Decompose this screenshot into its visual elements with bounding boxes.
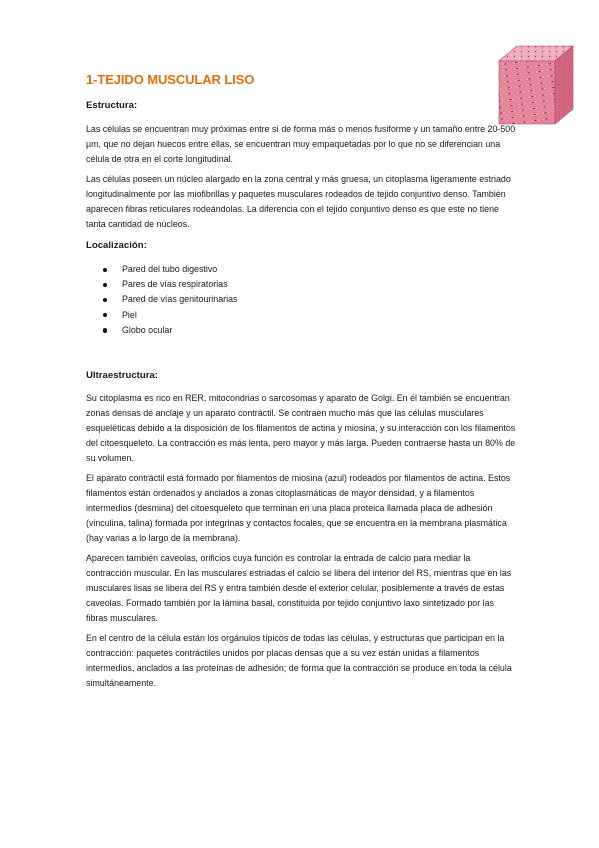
paragraph-ultraestructura-3: Aparecen también caveolas, orificios cuya función es controlar la entrada de calcio para mediar la contracción muscular. En las musculares estriadas el calcio se libera del interior del RS, mientras que en las musculares lisas se libera del RS y entra también desde el exterior celular, posiblemente a través de estas caveolas. Formado también por la lámina basal, constituida por tejido conjuntivo laxo sintetizado por las fibras musculares. bbox=[86, 553, 512, 623]
paragraph-ultraestructura-2: El aparato contráctil está formado por filamentos de miosina (azul) rodeados por filamentos de actina. Estos filamentos están ordenados y anclados a zonas citoplasmáticas de mayor densidad, y a filamentos intermedios (desmina) del citoesqueleto que terminan en una placa proteica llamada placa de adhesión (vinculina, talina) formada por integrinas y contactos focales, que se encuentra en la membrana plasmática (hay varias a lo largo de la membrana). bbox=[86, 473, 511, 543]
list-item: Globo ocular bbox=[86, 323, 237, 338]
heading-estructura: Estructura: bbox=[86, 100, 138, 111]
bullet-icon bbox=[103, 268, 107, 272]
paragraph-estructura-2: Las células poseen un núcleo alargado en la zona central y más gruesa, un citoplasma ligeramente estriado longitudinalmente por las miofibrillas y paquetes musculares rodeados de tejido conjuntivo denso. También aparecen fibras reticulares rodeándolas. La diferencia con el tejido conjuntivo denso es que este no tiene tanta cantidad de núcleos. bbox=[86, 174, 511, 229]
tissue-front-face bbox=[499, 61, 555, 124]
heading-localizacion: Localización: bbox=[86, 240, 147, 251]
heading-ultraestructura: Ultraestructura: bbox=[86, 370, 158, 381]
bullet-icon bbox=[103, 328, 107, 332]
bullet-icon bbox=[103, 283, 107, 287]
smooth-muscle-tissue-illustration bbox=[497, 44, 577, 126]
page-title: 1-TEJIDO MUSCULAR LISO bbox=[86, 72, 255, 87]
localizacion-list bbox=[86, 262, 237, 338]
bullet-icon bbox=[103, 298, 107, 302]
paragraph-ultraestructura-4: En el centro de la célula están los orgánulos típicos de todas las células, y estructuras que participan en la contracción: paquetes contráctiles unidos por placas densas que a su vez están unidas a filamentos intermedios, anclados a las proteínas de adhesión; de forma que la contracción se produce en toda la célula simultáneamente. bbox=[86, 633, 512, 688]
list-item: Pares de vías respiratorias bbox=[86, 277, 237, 292]
list-item: Pared de vías genitourinarias bbox=[86, 292, 237, 307]
list-item: Pared del tubo digestivo bbox=[86, 262, 237, 277]
bullet-icon bbox=[103, 313, 107, 317]
paragraph-estructura-1: Las células se encuentran muy próximas entre sí de forma más o menos fusiforme y un tamaño entre 20-500 μm, que no dejan huecos entre ellas, se encuentran muy empaquetadas por lo que no se diferencian una célula de otra en el corte longitudinal. bbox=[86, 124, 516, 164]
list-item: Piel bbox=[86, 308, 237, 323]
paragraph-ultraestructura-1: Su citoplasma es rico en RER, mitocondrias o sarcosomas y aparato de Golgi. En él también se encuentran zonas densas de anclaje y un aparato contráctil. Se contraen mucho más que las células musculares esqueléticas debido a la disposición de los filamentos de actina y miosina, y su interacción con los filamentos del citoesqueleto. La contracción es más lenta, pero mayor y más larga. Pueden contraerse hasta un 80% de su volumen. bbox=[86, 393, 516, 463]
